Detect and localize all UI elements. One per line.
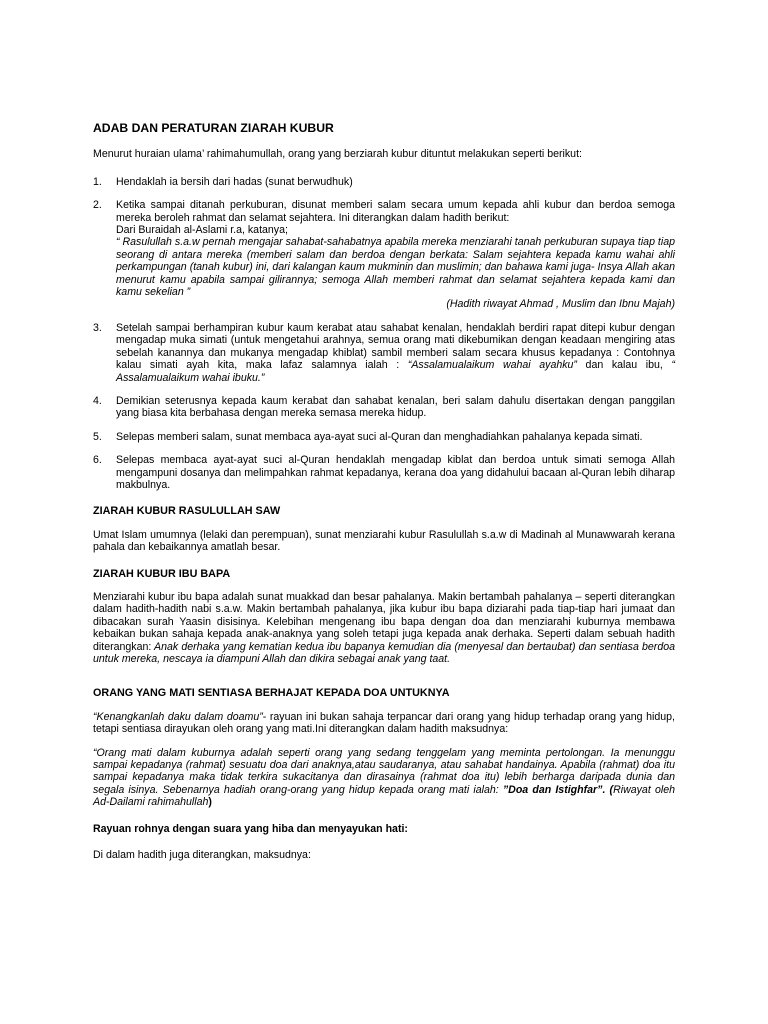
section-heading-ibubapa: ZIARAH KUBUR IBU BAPA [93,567,231,580]
list-item [93,431,675,443]
doa-text: - rayuan ini bukan sahaja terpancar dari orang yang hidup terhadap orang yang hidup, tetapi sentiasa dirayukan oleh orang yang mati.Ini diterangkan dalam hadith maksudnya: [93,710,675,736]
rayuan-heading: Rayuan rohnya dengan suara yang hiba dan menyayukan hati: [93,822,408,835]
list-item [93,322,675,384]
list-number: 3. [93,321,102,334]
hadith-quote: “ Rasulullah s.a.w pernah mengajar sahabat-sahabatnya apabila mereka menziarahi tanah perkuburan supaya tiap tiap seorang di antara mereka (memberi salam dan berdoa dengan berkata: Salam sejahtera kepada kamu wahai ahli perkampungan (tanah kubur) ini, dari kalangan kaum mukminin dan muslimin; dan bahawa kami juga- Insya Allah akan menurut kamu apabila sampai gilirannya; semoga Allah memberi rahmat dan selamat sejahtera kepada kami dan kamu sekelian ” [116,236,675,299]
list-item [93,454,675,491]
list-number: 4. [93,394,102,407]
hadith-reference: Riwayat oleh Ad-Dailami rahimahullah [93,783,675,809]
doa-quote: “Kenangkanlah daku dalam doamu” [93,710,263,723]
list-text: Selepas memberi salam, sunat membaca aya-ayat suci al-Quran dan menghadiahkan pahalanya kepada simati. [116,430,643,443]
list-number: 1. [93,175,102,188]
list-number: 2. [93,199,102,212]
list-item [93,395,675,420]
list-text: Demikian seterusnya kepada kaum kerabat dan sahabat kenalan, beri salam dahulu disertakan dengan panggilan yang biasa kita berbahasa dengan mereka semasa mereka hidup. [116,394,675,420]
hadith-quote: “Orang mati dalam kuburnya adalah seperti orang yang sedang tenggelam yang meminta pertolongan. Ia menunggu sampai kepadanya (rahmat) sesuatu doa dari anaknya,atau saudaranya, atau sahabat handainya. Apabila (rahmat) doa itu sampai kepadanya maka tidak terkira sukacitanya dan dirasainya (rahmat doa itu) lebih berharga daripada dunia dan segala isinya. Sebenarnya hadiah orang-orang yang hidup kepada orang mati ialah: [93,746,675,796]
salam-quote-ayah: “Assalamualaikum wahai ayahku” [407,359,577,372]
list-text: Selepas membaca ayat-ayat suci al-Quran hendaklah mengadap kiblat dan berdoa untuk simati semoga Allah mengampuni dosanya dan melimpahkan rahmat kepadanya, kerana doa yang didahului bacaan al-Quran lebih diharap makbulnya. [116,454,675,491]
list-text: Ketika sampai ditanah perkuburan, disunat memberi salam secara umum kepada ahli kubur dan berdoa semoga mereka beroleh rahmat dan selamat sejahtera. Ini diterangkan dalam hadith berikut: [116,199,675,224]
list-text: Hendaklah ia bersih dari hadas (sunat berwudhuk) [116,175,353,188]
list-item [93,199,675,311]
page-title: ADAB DAN PERATURAN ZIARAH KUBUR [93,121,334,135]
hadith-reference-close: ) [208,796,212,809]
document-body [93,122,675,861]
list-item [93,176,675,188]
intro-paragraph: Menurut huraian ulama’ rahimahumullah, orang yang berziarah kubur dituntut melakukan seperti berikut: [93,148,582,161]
hadith-bold-phrase: ”Doa dan Istighfar”. ( [502,783,614,796]
hadith-reference: (Hadith riwayat Ahmad , Muslim dan Ibnu Majah) [446,298,675,311]
list-text-mid: dan kalau ibu, [576,359,672,372]
section-quote-ibubapa: Anak derhaka yang kematian kedua ibu bapanya kemudian dia (menyesal dan bertaubat) dan sentiasa berdoa untuk mereka, nescaya ia diampuni Allah dan dikira sebagai anak yang taat. [93,640,675,665]
section-heading-orang-mati: ORANG YANG MATI SENTIASA BERHAJAT KEPADA DOA UNTUKNYA [93,687,450,700]
list-text: Setelah sampai berhampiran kubur kaum kerabat atau sahabat kenalan, hendaklah berdiri rapat ditepi kubur dengan mengadap muka simati (untuk mengetahui arahnya, semua orang mati dikebumikan dengan keadaan mengiring atas sebelah kanannya dan mukanya mengadap khiblat) sambil memberi salam secara khusus kepadanya : Contohnya kalau simati ayah kita, maka lafaz salamnya ialah : [116,321,675,372]
adab-list [93,176,675,492]
list-number: 5. [93,430,102,443]
section-heading-rasulullah: ZIARAH KUBUR RASULULLAH SAW [93,505,281,518]
closing-text: Di dalam hadith juga diterangkan, maksudnya: [93,849,311,862]
salam-quote-ibu: “ Assalamualaikum wahai ibuku.” [116,359,675,384]
list-number: 6. [93,454,102,467]
section-text-rasulullah: Umat Islam umumnya (lelaki dan perempuan), sunat menziarahi kubur Rasulullah s.a.w di Madinah al Munawwarah kerana pahala dan kebaikannya amatlah besar. [93,528,675,554]
section-text-ibubapa: Menziarahi kubur ibu bapa adalah sunat muakkad dan besar pahalanya. Makin bertambah pahalanya – seperti diterangkan dalam hadith-hadith nabi s.a.w. Makin bertambah pahalanya, jika kubur ibu bapa diziarahi pada tiap-tiap hari jumaat dan dibacakan surah Yaasin disisinya. Kelebihan mengenang ibu bapa dengan doa dan menziarahi kuburnya membawa kebaikan bukan sahaja kepada anak-anaknya yang soleh tetapi juga kepada anak derhaka. Seperti dalam sebuah hadith diterangkan: [93,590,675,653]
hadith-narrator: Dari Buraidah al-Aslami r.a, katanya; [116,224,288,237]
